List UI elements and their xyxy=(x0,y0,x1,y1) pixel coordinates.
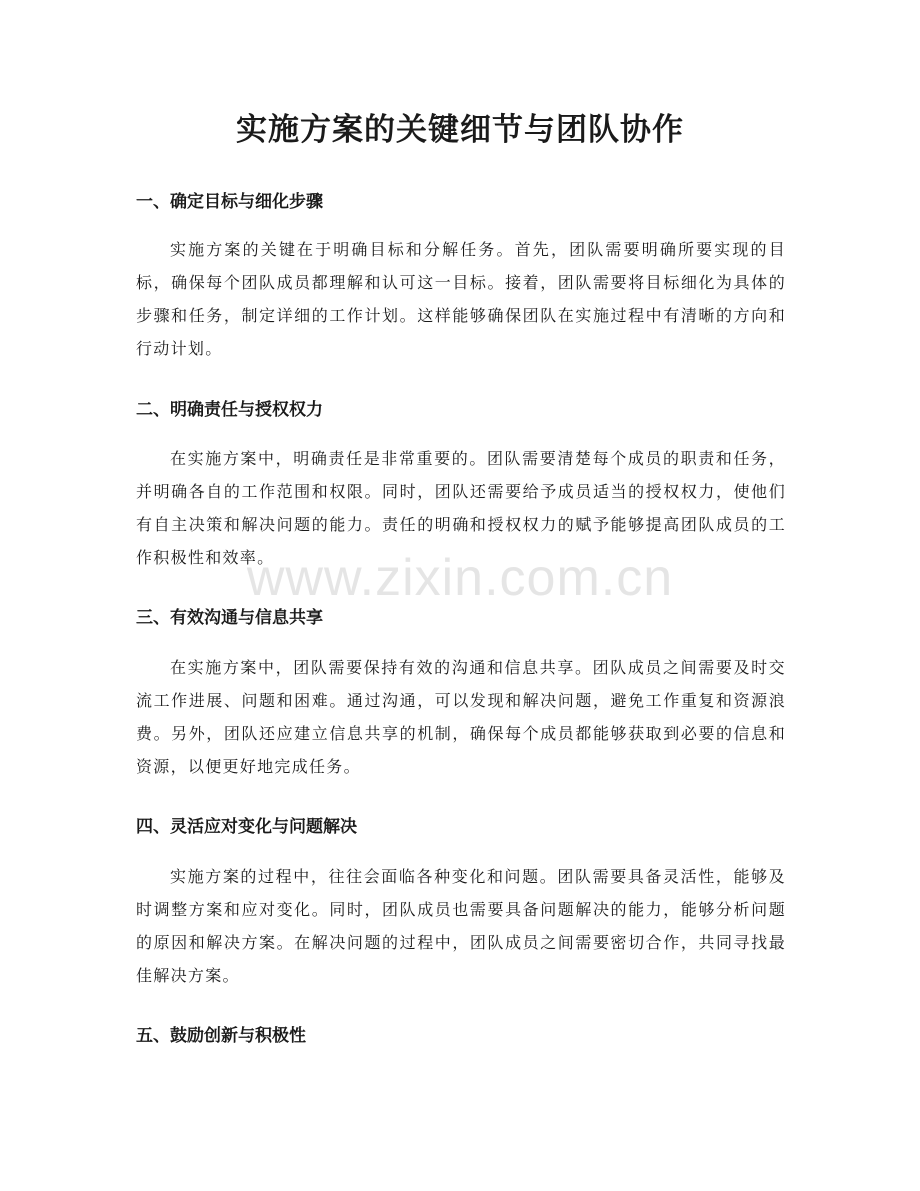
section-heading-3: 三、有效沟通与信息共享 xyxy=(136,608,323,628)
watermark: www.zixin.com.cn xyxy=(246,549,674,607)
section-heading-1: 一、确定目标与细化步骤 xyxy=(136,192,323,212)
document-title: 实施方案的关键细节与团队协作 xyxy=(236,112,684,148)
section-heading-5: 五、鼓励创新与积极性 xyxy=(136,1026,306,1046)
section-paragraph-4: 实施方案的过程中，往往会面临各种变化和问题。团队需要具备灵活性，能够及时调整方案和应对变化。同时，团队成员也需要具备问题解决的能力，能够分析问题的原因和解决方案。在解决问题的过程中，团队成员之间需要密切合作，共同寻找最佳解决方案。 xyxy=(136,867,786,985)
section-paragraph-1: 实施方案的关键在于明确目标和分解任务。首先，团队需要明确所要实现的目标，确保每个团队成员都理解和认可这一目标。接着，团队需要将目标细化为具体的步骤和任务，制定详细的工作计划。这样能够确保团队在实施过程中有清晰的方向和行动计划。 xyxy=(136,240,786,358)
section-paragraph-2: 在实施方案中，明确责任是非常重要的。团队需要清楚每个成员的职责和任务，并明确各自的工作范围和权限。同时，团队还需要给予成员适当的授权权力，使他们有自主决策和解决问题的能力。责任的明确和授权权力的赋予能够提高团队成员的工作积极性和效率。 xyxy=(136,449,786,567)
section-heading-2: 二、明确责任与授权权力 xyxy=(136,400,323,420)
section-paragraph-3: 在实施方案中，团队需要保持有效的沟通和信息共享。团队成员之间需要及时交流工作进展、问题和困难。通过沟通，可以发现和解决问题，避免工作重复和资源浪费。另外，团队还应建立信息共享的机制，确保每个成员都能够获取到必要的信息和资源，以便更好地完成任务。 xyxy=(136,658,786,776)
section-heading-4: 四、灵活应对变化与问题解决 xyxy=(136,817,357,837)
